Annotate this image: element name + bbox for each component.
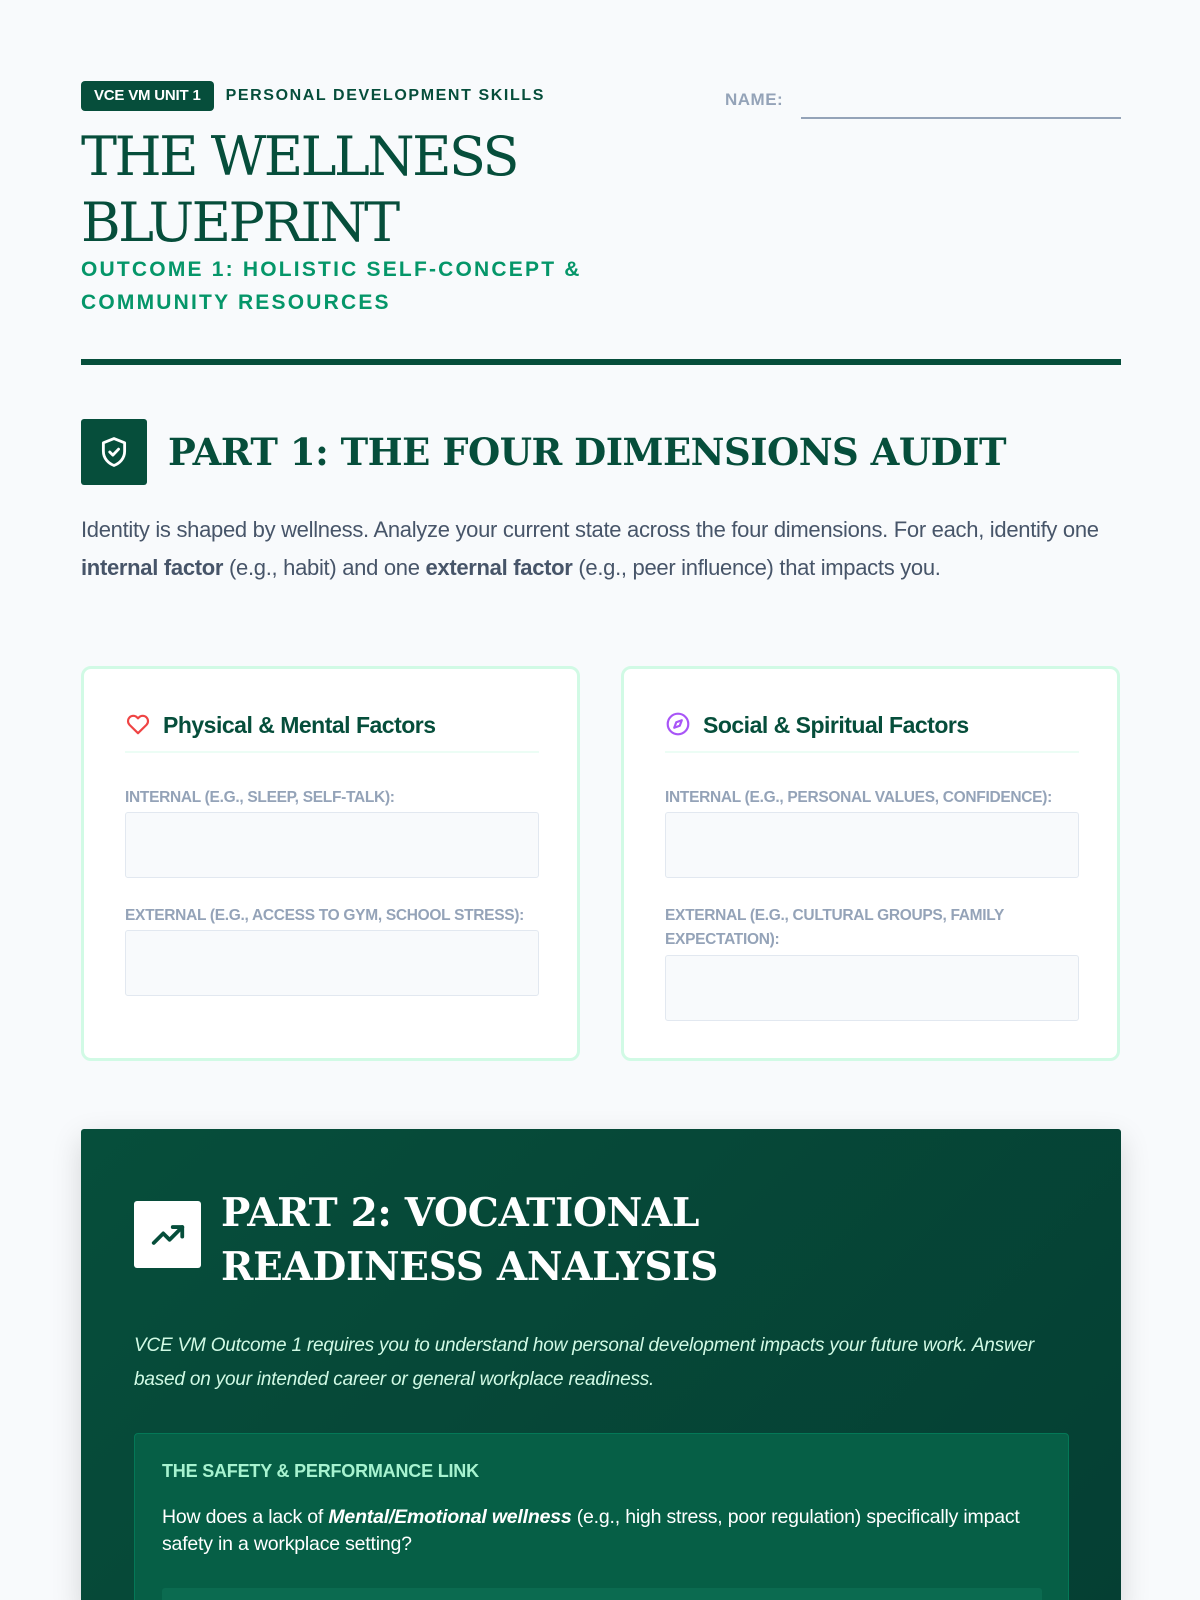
intro-text: Identity is shaped by wellness. Analyze your current state across the four dimensions. For each, identify one — [81, 517, 1099, 542]
subject-kicker: PERSONAL DEVELOPMENT SKILLS — [225, 87, 545, 104]
trending-up-icon — [134, 1201, 201, 1268]
internal-field-label: INTERNAL (E.G., SLEEP, SELF-TALK): — [125, 789, 395, 806]
page-title: THE WELLNESS BLUEPRINT — [81, 125, 518, 254]
internal-field-label: INTERNAL (E.G., PERSONAL VALUES, CONFIDENCE): — [665, 789, 1052, 806]
question-text — [162, 1504, 1022, 1558]
part1-title: PART 1: THE FOUR DIMENSIONS AUDIT — [168, 430, 1007, 474]
question-text-part: How does a lack of — [162, 1506, 329, 1528]
card-title: Social & Spiritual Factors — [703, 712, 969, 738]
question-emphasis: Mental/Emotional wellness — [328, 1506, 572, 1528]
intro-text: (e.g., habit) and one — [223, 555, 426, 580]
heart-icon — [125, 711, 151, 742]
shield-check-icon — [81, 419, 147, 485]
card-header — [665, 711, 1079, 753]
external-field-label: EXTERNAL (E.G., ACCESS TO GYM, SCHOOL STRESS): — [125, 907, 525, 924]
question-label: THE SAFETY & PERFORMANCE LINK — [162, 1461, 479, 1481]
intro-internal-emphasis: internal factor — [81, 555, 224, 580]
card-title: Physical & Mental Factors — [163, 712, 436, 738]
social-spiritual-card — [621, 666, 1120, 1061]
header-divider — [81, 359, 1121, 365]
question-card — [134, 1433, 1069, 1600]
worksheet-header — [81, 81, 1121, 365]
external-answer-field[interactable] — [125, 930, 539, 996]
internal-answer-field[interactable] — [665, 812, 1079, 878]
page-subtitle: OUTCOME 1: HOLISTIC SELF-CONCEPT & COMMUNITY RESOURCES — [81, 258, 582, 314]
intro-external-emphasis: external factor — [425, 555, 573, 580]
badge-row — [81, 81, 1121, 111]
name-label: NAME: — [725, 90, 784, 109]
unit-badge: VCE VM UNIT 1 — [81, 81, 214, 111]
physical-mental-card — [81, 666, 580, 1061]
external-answer-field[interactable] — [665, 955, 1079, 1021]
part2-intro: VCE VM Outcome 1 requires you to understand how personal development impacts your future work. Answer based on your intended career or general workplace readiness. — [134, 1335, 1034, 1390]
internal-answer-field[interactable] — [125, 812, 539, 878]
external-field-label: EXTERNAL (E.G., CULTURAL GROUPS, FAMILY EXPECTATION): — [665, 907, 1004, 948]
question-text-part: (e.g., high stress, poor regulation) specifically impact safety in a workplace setting? — [162, 1506, 1020, 1555]
question-answer-field[interactable] — [162, 1588, 1042, 1600]
part2-section — [81, 1129, 1121, 1600]
card-header — [125, 711, 539, 753]
compass-icon — [665, 711, 691, 742]
part2-title: PART 2: VOCATIONAL READINESS ANALYSIS — [221, 1190, 718, 1290]
intro-text: (e.g., peer influence) that impacts you. — [572, 555, 941, 580]
part1-heading — [81, 419, 1006, 485]
part1-intro — [81, 511, 1121, 587]
name-field[interactable] — [801, 117, 1121, 119]
